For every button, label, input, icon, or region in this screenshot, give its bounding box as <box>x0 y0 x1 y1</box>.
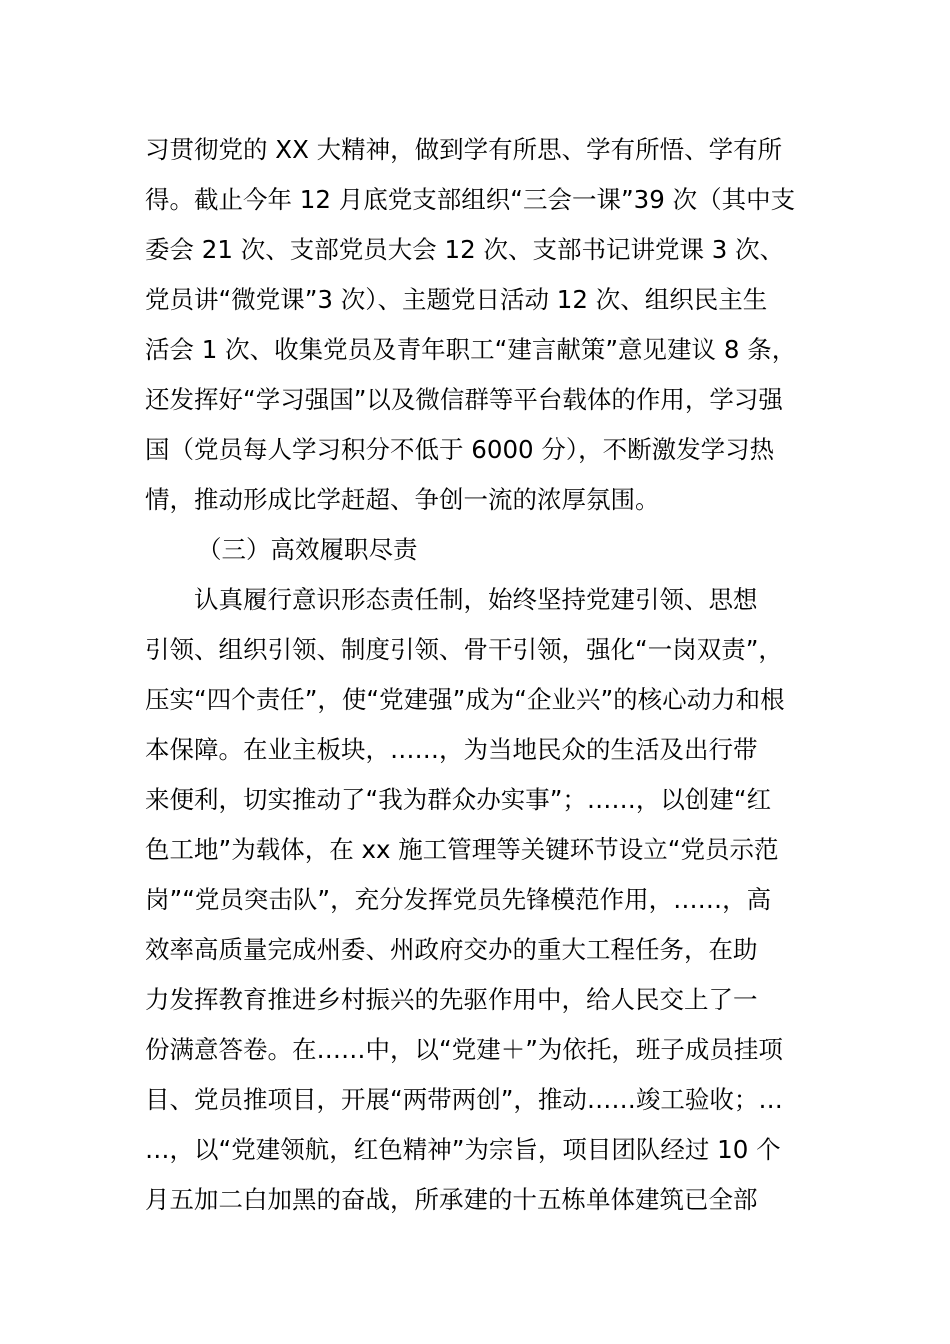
text-line: 活会 1 次、收集党员及青年职工“建言献策”意见建议 8 条， <box>145 335 797 364</box>
text-line: 压实“四个责任”，使“党建强”成为“企业兴”的核心动力和根 <box>145 685 785 714</box>
text-line: 委会 21 次、支部党员大会 12 次、支部书记讲党课 3 次、 <box>145 235 785 264</box>
text-line: 情，推动形成比学赶超、争创一流的浓厚氛围。 <box>145 485 660 514</box>
text-line: 色工地”为载体，在 xx 施工管理等关键环节设立“党员示范 <box>145 835 779 864</box>
text-line: 力发挥教育推进乡村振兴的先驱作用中，给人民交上了一 <box>145 985 758 1014</box>
text-line: …，以“党建领航，红色精神”为宗旨，项目团队经过 10 个 <box>145 1135 781 1164</box>
text-line: 得。截止今年 12 月底党支部组织“三会一课”39 次（其中支 <box>145 185 796 214</box>
paragraph-first-line: 认真履行意识形态责任制，始终坚持党建引领、思想 <box>194 585 758 614</box>
text-line: 还发挥好“学习强国”以及微信群等平台载体的作用，学习强 <box>145 385 783 414</box>
text-line: 引领、组织引领、制度引领、骨干引领，强化“一岗双责”， <box>145 635 783 664</box>
text-line: 本保障。在业主板块，……，为当地民众的生活及出行带 <box>145 735 758 764</box>
section-heading: （三）高效履职尽责 <box>197 535 418 564</box>
text-line: 目、党员推项目，开展“两带两创”，推动……竣工验收；… <box>145 1085 783 1114</box>
text-line: 岗”“党员突击队”，充分发挥党员先锋模范作用，……，高 <box>145 885 772 914</box>
text-line: 月五加二白加黑的奋战，所承建的十五栋单体建筑已全部 <box>145 1185 758 1214</box>
text-line: 习贯彻党的 XX 大精神，做到学有所思、学有所悟、学有所 <box>145 135 783 164</box>
text-line: 党员讲“微党课”3 次）、主题党日活动 12 次、组织民主生 <box>145 285 768 314</box>
text-line: 效率高质量完成州委、州政府交办的重大工程任务，在助 <box>145 935 758 964</box>
text-line: 来便利，切实推动了“我为群众办实事”；……，以创建“红 <box>145 785 772 814</box>
text-line: 份满意答卷。在……中，以“党建＋”为依托，班子成员挂项 <box>145 1035 783 1064</box>
text-line: 国（党员每人学习积分不低于 6000 分），不断激发学习热 <box>145 435 775 464</box>
